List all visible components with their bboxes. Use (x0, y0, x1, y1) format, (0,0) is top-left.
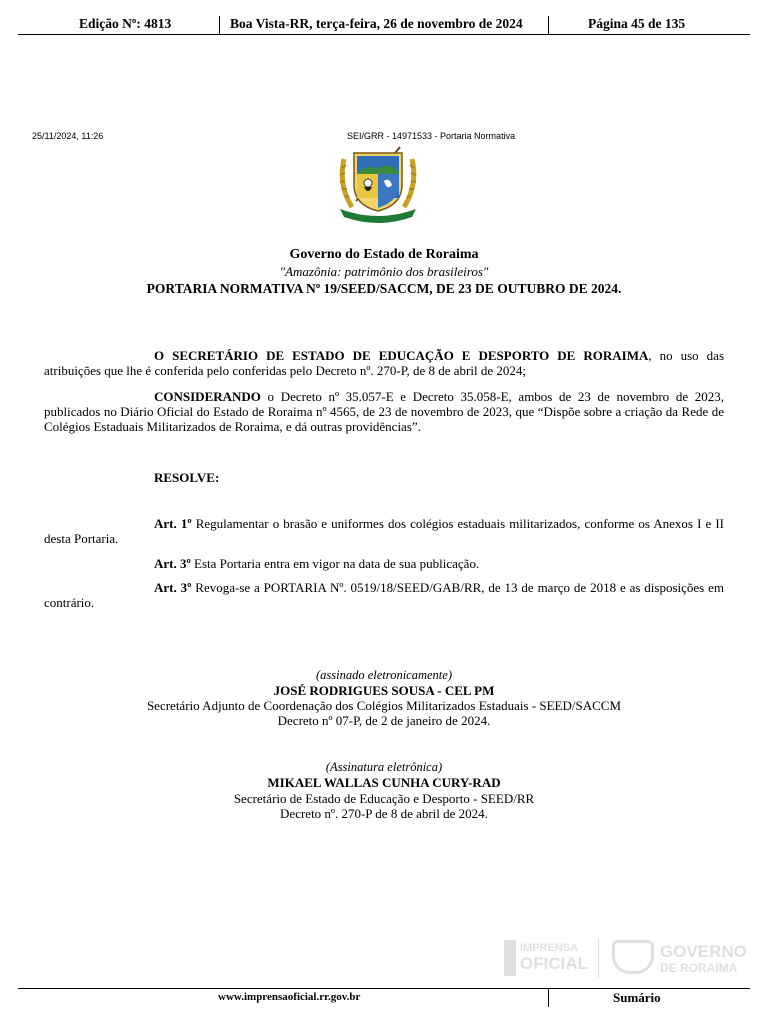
roraima-coat-of-arms (338, 145, 418, 223)
signature-1-role: Secretário Adjunto de Coordenação dos Colégios Militarizados Estaduais - SEED/SACCM (146, 698, 622, 713)
imprensa-line-1: IMPRENSA (520, 942, 579, 954)
considerando-label: CONSIDERANDO (154, 389, 261, 404)
summary-link[interactable]: Sumário (613, 990, 661, 1005)
secretary-title: O SECRETÁRIO DE ESTADO DE EDUCAÇÃO E DESPORTO DE RORAIMA (154, 348, 649, 363)
article-1 (44, 516, 724, 546)
secretary-text: , no uso das atribuições que lhe é conferida pelo conferidas pelo Decreto nº. 270-P, de 8 de abril de 2024; (44, 348, 724, 378)
imprensa-logo-icon (504, 940, 516, 976)
signature-1-note: (assinado eletronicamente) (316, 668, 452, 682)
article-3-text: Revoga-se a PORTARIA Nº. 0519/18/SEED/GAB/RR, de 13 de março de 2018 e as disposições em contrário. (44, 580, 724, 610)
governo-logo-icon (612, 940, 654, 974)
article-2-text: Esta Portaria entra em vigor na data de sua publicação. (190, 556, 480, 571)
page-number: Página 45 de 135 (588, 16, 686, 31)
edition-number: Edição Nº: 4813 (79, 16, 172, 31)
imprensa-line-2: OFICIAL (520, 954, 588, 973)
article-1-text: Regulamentar o brasão e uniformes dos colégios estaduais militarizados, conforme os Anexos I e II desta Portaria. (44, 516, 725, 546)
paragraph-secretary (44, 348, 724, 378)
signature-1-decree: Decreto nº 07-P, de 2 de janeiro de 2024. (277, 713, 491, 728)
article-3 (44, 580, 724, 610)
header-divider (219, 16, 220, 34)
article-3-label: Art. 3º (154, 580, 192, 595)
website-link[interactable]: www.imprensaoficial.rr.gov.br (218, 991, 361, 1003)
footer-divider (548, 989, 549, 1007)
watermark-divider (598, 938, 599, 978)
edition-date: Boa Vista-RR, terça-feira, 26 de novembro de 2024 (230, 16, 523, 31)
footer-rule (18, 988, 750, 989)
considerando-text: o Decreto nº 35.057-E e Decreto 35.058-E, ambos de 23 de novembro de 2023, publicados no Diário Oficial do Estado de Roraima nº 4565, de 23 de novembro de 2023, que “Dispõe sobre a criação da Rede de Colégios Estaduais Militarizados de Roraima, e dá outras providências”. (44, 389, 724, 434)
signature-2-decree: Decreto nº. 270-P de 8 de abril de 2024. (280, 806, 488, 821)
signature-2-name: MIKAEL WALLAS CUNHA CURY-RAD (267, 775, 501, 790)
governo-line-1: GOVERNO (660, 942, 747, 961)
portaria-title: PORTARIA NORMATIVA Nº 19/SEED/SACCM, DE 23 DE OUTUBRO DE 2024. (146, 281, 622, 296)
print-timestamp: 25/11/2024, 11:26 (32, 131, 104, 141)
sei-reference: SEI/GRR - 14971533 - Portaria Normativa (347, 131, 516, 141)
signature-2-role: Secretário de Estado de Educação e Desporto - SEED/RR (233, 791, 535, 806)
page-header (18, 14, 750, 35)
governo-line-2: DE RORAIMA (660, 961, 738, 975)
state-motto: "Amazônia: patrimônio dos brasileiros" (279, 264, 489, 279)
paragraph-considerando (44, 389, 724, 434)
header-divider (548, 16, 549, 34)
article-1-label: Art. 1º (154, 516, 192, 531)
resolve-heading: RESOLVE: (154, 470, 220, 485)
article-2-label: Art. 3º (154, 556, 191, 571)
signature-1-name: JOSÉ RODRIGUES SOUSA - CEL PM (273, 683, 495, 698)
government-title: Governo do Estado de Roraima (289, 247, 479, 262)
signature-2-note: (Assinatura eletrônica) (325, 760, 443, 774)
article-2 (44, 556, 724, 571)
